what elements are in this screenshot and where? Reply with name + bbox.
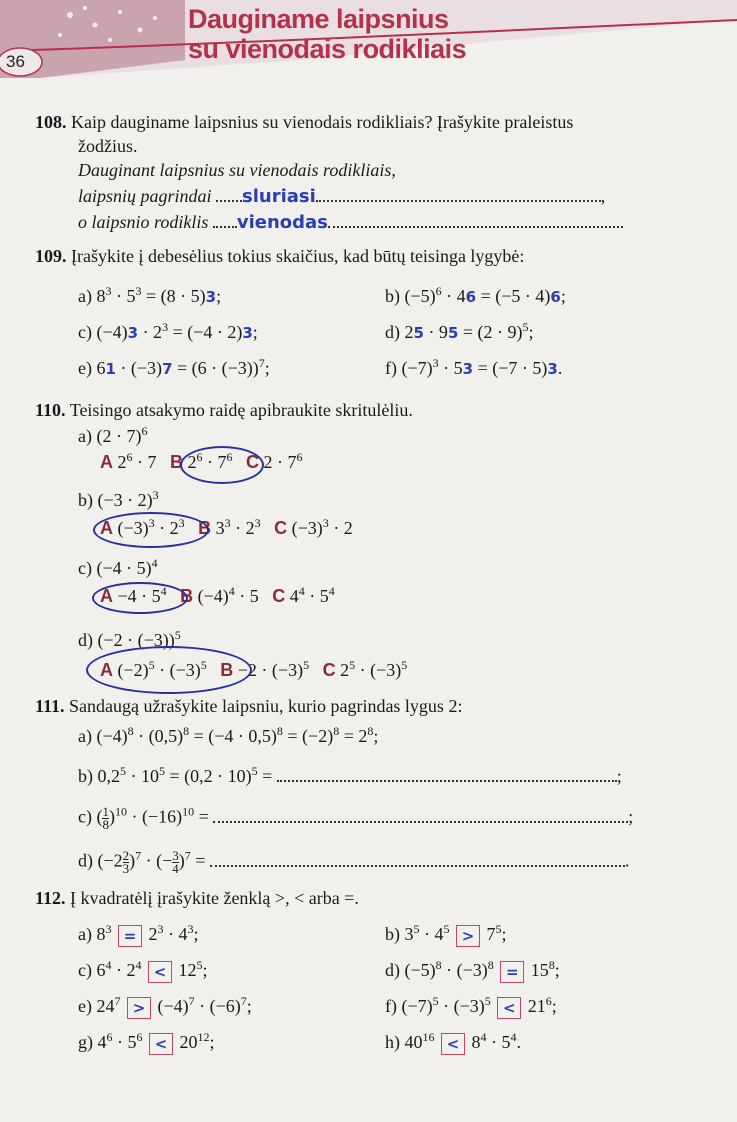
ex112-d: d) $(-5)^8 \cdot (-3)^8 = 15^8$; <box>385 958 560 981</box>
textbook-page: Dauginame laipsnius su vienodais rodikliais 36 108. Kaip dauginame laipsnius su vienodais rodikliais? Įrašykite praleistus žodžius. Dauginant laipsnius su vienodais rodikliais, laipsnių pagrindai sluriasi , o laipsnio rodiklis vienodas 109. Įrašykite į debesėlius tokius skaičius, kad būtų teisinga lygybė: a) $8^3 \cdot 5^3 = (8 \cdot 5)3$; b) $(-5)^6 \cdot 46 = (-5 \cdot 4)6$; c) $(-4)3 \cdot 2^3 = (-4 \cdot 2)3$; d) $25 \cdot 95 = (2 \cdot 9)^5$; e) $61 \cdot (-3)7 = (6 \cdot (-3))^7$; f) $(-7)^3 \cdot 53 = (-7 \cdot 5)3$. 110. Teisingo atsakymo raidę apibraukite skritulėliu. a) $(2 \cdot 7)^6$ A $2^6 \cdot 7$ B $2^6 \cdot 7^6$ C $2 \cdot 7^6$ b) $(-3 \cdot 2)^3$ A $(-3)^3 \cdot 2^3$ B $3^3 \cdot 2^3$ C $(-3)^3 \cdot 2$ c) $(-4 \cdot 5)^4$ $A -4 \cdot 5^4$ B $(-4)^4 \cdot 5$ C $4^4 \cdot 5^4$ d) $(-2 \cdot (-3))^5$ A $(-2)^5 \cdot (-3)^5$ $B -2 \cdot (-3)^5$ C $2^5 \cdot (-3)^5$ 111. Sandaugą užrašykite laipsniu, kurio pagrindas lygus 2: a) $(-4)^8 \cdot (0,5)^8 = (-4 \cdot 0,5)^8 = (-2)^8 = 2^8$; b) $0,2^5 \cdot 10^5 = (0,2 \cdot 10)^5$ = ; c) ( $\frac{1}{8}$ )$^{10} \cdot (-16)^{10}$ = ; d) (−2 $\frac{2}{3}$ )$^7$ · (− $\frac{3}{4}$ )$^7$ = . 112. Į kvadratėlį įrašykite ženklą >, < arba =. a) $8^3 = 2^3 \cdot 4^3$; b) $3^5 \cdot 4^5 > 7^5$; c) $6^4 \cdot 2^4 < 12^5$; d) $(-5)^8 \cdot (-3)^8 = 15^8$; e) $24^7 > (-4)^7 \cdot (-6)^7$; f) $(-7)^5 \cdot (-3)^5 < 21^6$; g) $4^6 \cdot 5^6 < 20^{12}$; h) $40^{16} < 8^4 \cdot 5^4$. <box>0 0 737 1122</box>
ex112-c: c) $6^4 \cdot 2^4 < 12^5$; <box>78 958 208 981</box>
ex108-prompt: 108. Kaip dauginame laipsnius su vienodais rodikliais? Įrašykite praleistus <box>35 112 574 132</box>
ex112-f: f) $(-7)^5 \cdot (-3)^5 < 21^6$; <box>385 994 557 1017</box>
ex108-line1: laipsnių pagrindai sluriasi , <box>78 186 606 207</box>
page-number: 36 <box>6 52 25 71</box>
handwritten-answer: sluriasi <box>242 186 316 207</box>
ex110-d-options: A $(-2)^5 \cdot (-3)^5$ $B -2 \cdot (-3)^5$ C $2^5 \cdot (-3)^5$ <box>100 658 408 680</box>
ex110-b-options: A $(-3)^3 \cdot 2^3$ B $3^3 \cdot 2^3$ C $(-3)^3 \cdot 2$ <box>100 516 353 538</box>
ex110-prompt: 110. Teisingo atsakymo raidę apibraukite skritulėliu. <box>35 400 413 420</box>
ex112-prompt: 112. Į kvadratėlį įrašykite ženklą >, < arba =. <box>35 888 359 908</box>
ex109-a: a) $8^3 \cdot 5^3 = (8 \cdot 5)3$; <box>78 284 222 306</box>
ex112-h: h) $40^{16} < 8^4 \cdot 5^4$. <box>385 1030 521 1053</box>
answer-circle <box>180 446 264 484</box>
ex109-e: e) $61 \cdot (-3)7 = (6 \cdot (-3))^7$; <box>78 356 270 378</box>
ex109-d: d) $25 \cdot 95 = (2 \cdot 9)^5$; <box>385 320 534 342</box>
ex112-e: e) $24^7 > (-4)^7 \cdot (-6)^7$; <box>78 994 252 1017</box>
ex112-a: a) $8^3 = 2^3 \cdot 4^3$; <box>78 922 199 945</box>
ex110-a-options: A $2^6 \cdot 7$ B $2^6 \cdot 7^6$ C $2 \cdot 7^6$ <box>100 450 303 472</box>
ex110-c-options: $A -4 \cdot 5^4$ B $(-4)^4 \cdot 5$ C $4^4 \cdot 5^4$ <box>100 584 335 606</box>
ex111-prompt: 111. Sandaugą užrašykite laipsniu, kurio pagrindas lygus 2: <box>35 696 463 716</box>
ex112-b: b) $3^5 \cdot 4^5 > 7^5$; <box>385 922 507 945</box>
ex109-f: f) $(-7)^3 \cdot 53 = (-7 \cdot 5)3$. <box>385 356 563 378</box>
ex112-g: g) $4^6 \cdot 5^6 < 20^{12}$; <box>78 1030 215 1053</box>
answer-circle <box>86 646 252 694</box>
ex109-prompt: 109. Įrašykite į debesėlius tokius skaičius, kad būtų teisinga lygybė: <box>35 246 525 266</box>
answer-circle <box>92 582 188 614</box>
handwritten-answer: vienodas <box>236 212 328 233</box>
page-title: Dauginame laipsnius su vienodais rodikliais <box>188 4 467 64</box>
ex109-c: c) $(-4)3 \cdot 2^3 = (-4 \cdot 2)3$; <box>78 320 258 342</box>
ex108-line2: o laipsnio rodiklis vienodas <box>78 212 623 233</box>
ex109-b: b) $(-5)^6 \cdot 46 = (-5 \cdot 4)6$; <box>385 284 566 306</box>
answer-circle <box>93 512 209 548</box>
